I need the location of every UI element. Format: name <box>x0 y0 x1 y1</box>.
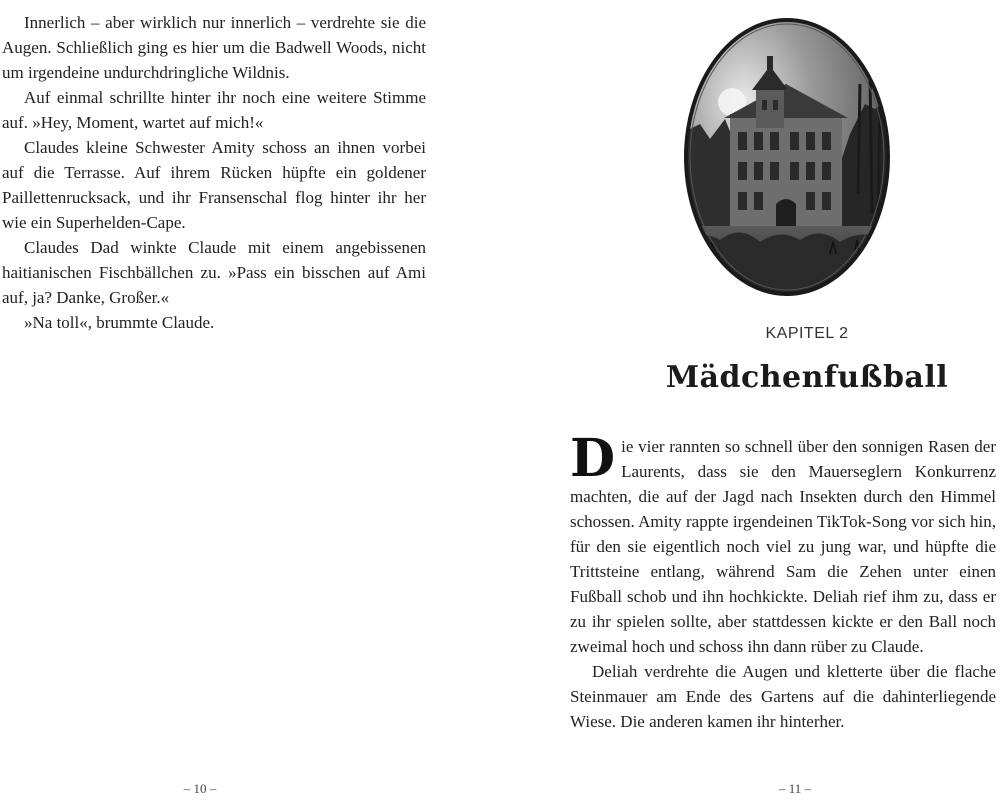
right-page-body <box>570 428 996 734</box>
chapter-title: Mädchenfußball <box>665 360 949 395</box>
page-number-left: – 10 – <box>183 781 217 796</box>
left-page-body <box>2 10 426 335</box>
drop-cap: D <box>570 428 616 489</box>
paragraph: Claudes Dad winkte Claude mit einem angebissenen haitianischen Fischbällchen zu. »Pass ein bisschen auf Ami auf, ja? Danke, Großer.« <box>2 238 426 307</box>
paragraph: Claudes kleine Schwester Amity schoss an ihnen vorbei auf die Terrasse. Auf ihrem Rücken hüpfte ein goldener Paillettenrucksack, und ihr Fransenschal flog hinter ihr her wie ein Superhelden-Cape. <box>2 138 426 232</box>
paragraph: Auf einmal schrillte hinter ihr noch eine weitere Stimme auf. »Hey, Moment, wartet auf mich!« <box>2 88 426 132</box>
paragraph: Deliah verdrehte die Augen und kletterte über die flache Steinmauer am Ende des Gartens auf die dahinterliegende Wiese. Die anderen kamen ihr hinterher. <box>570 662 996 731</box>
page-number-right: – 11 – <box>778 781 812 796</box>
chapter-label: KAPITEL 2 <box>765 325 849 342</box>
paragraph: Innerlich – aber wirklich nur innerlich – verdrehte sie die Augen. Schließlich ging es hier um die Badwell Woods, nicht um irgendeine undurchdringliche Wildnis. <box>2 13 426 82</box>
paragraph: »Na toll«, brummte Claude. <box>24 313 215 332</box>
paragraph-text: ie vier rannten so schnell über den sonnigen Rasen der Laurents, dass sie den Mauerseglern Konkurrenz machten, die auf der Jagd nach Insekten durch den Himmel schossen. Amity rappte irgendeinen TikTok-Song vor sich hin, für den sie eigentlich noch viel zu jung war, und hüpfte die Trittsteine entlang, während Sam die Zehen unter einen Fußball schob und ihn hochkickte. Deliah rief ihm zu, dass er zu ihr spielen sollte, aber stattdessen kickte er den Ball noch zweimal hoch und schoss ihn dann rüber zu Claude. <box>570 437 996 656</box>
right-page <box>500 0 1000 800</box>
paragraph <box>570 428 996 659</box>
haunted-house-illustration <box>680 14 894 300</box>
